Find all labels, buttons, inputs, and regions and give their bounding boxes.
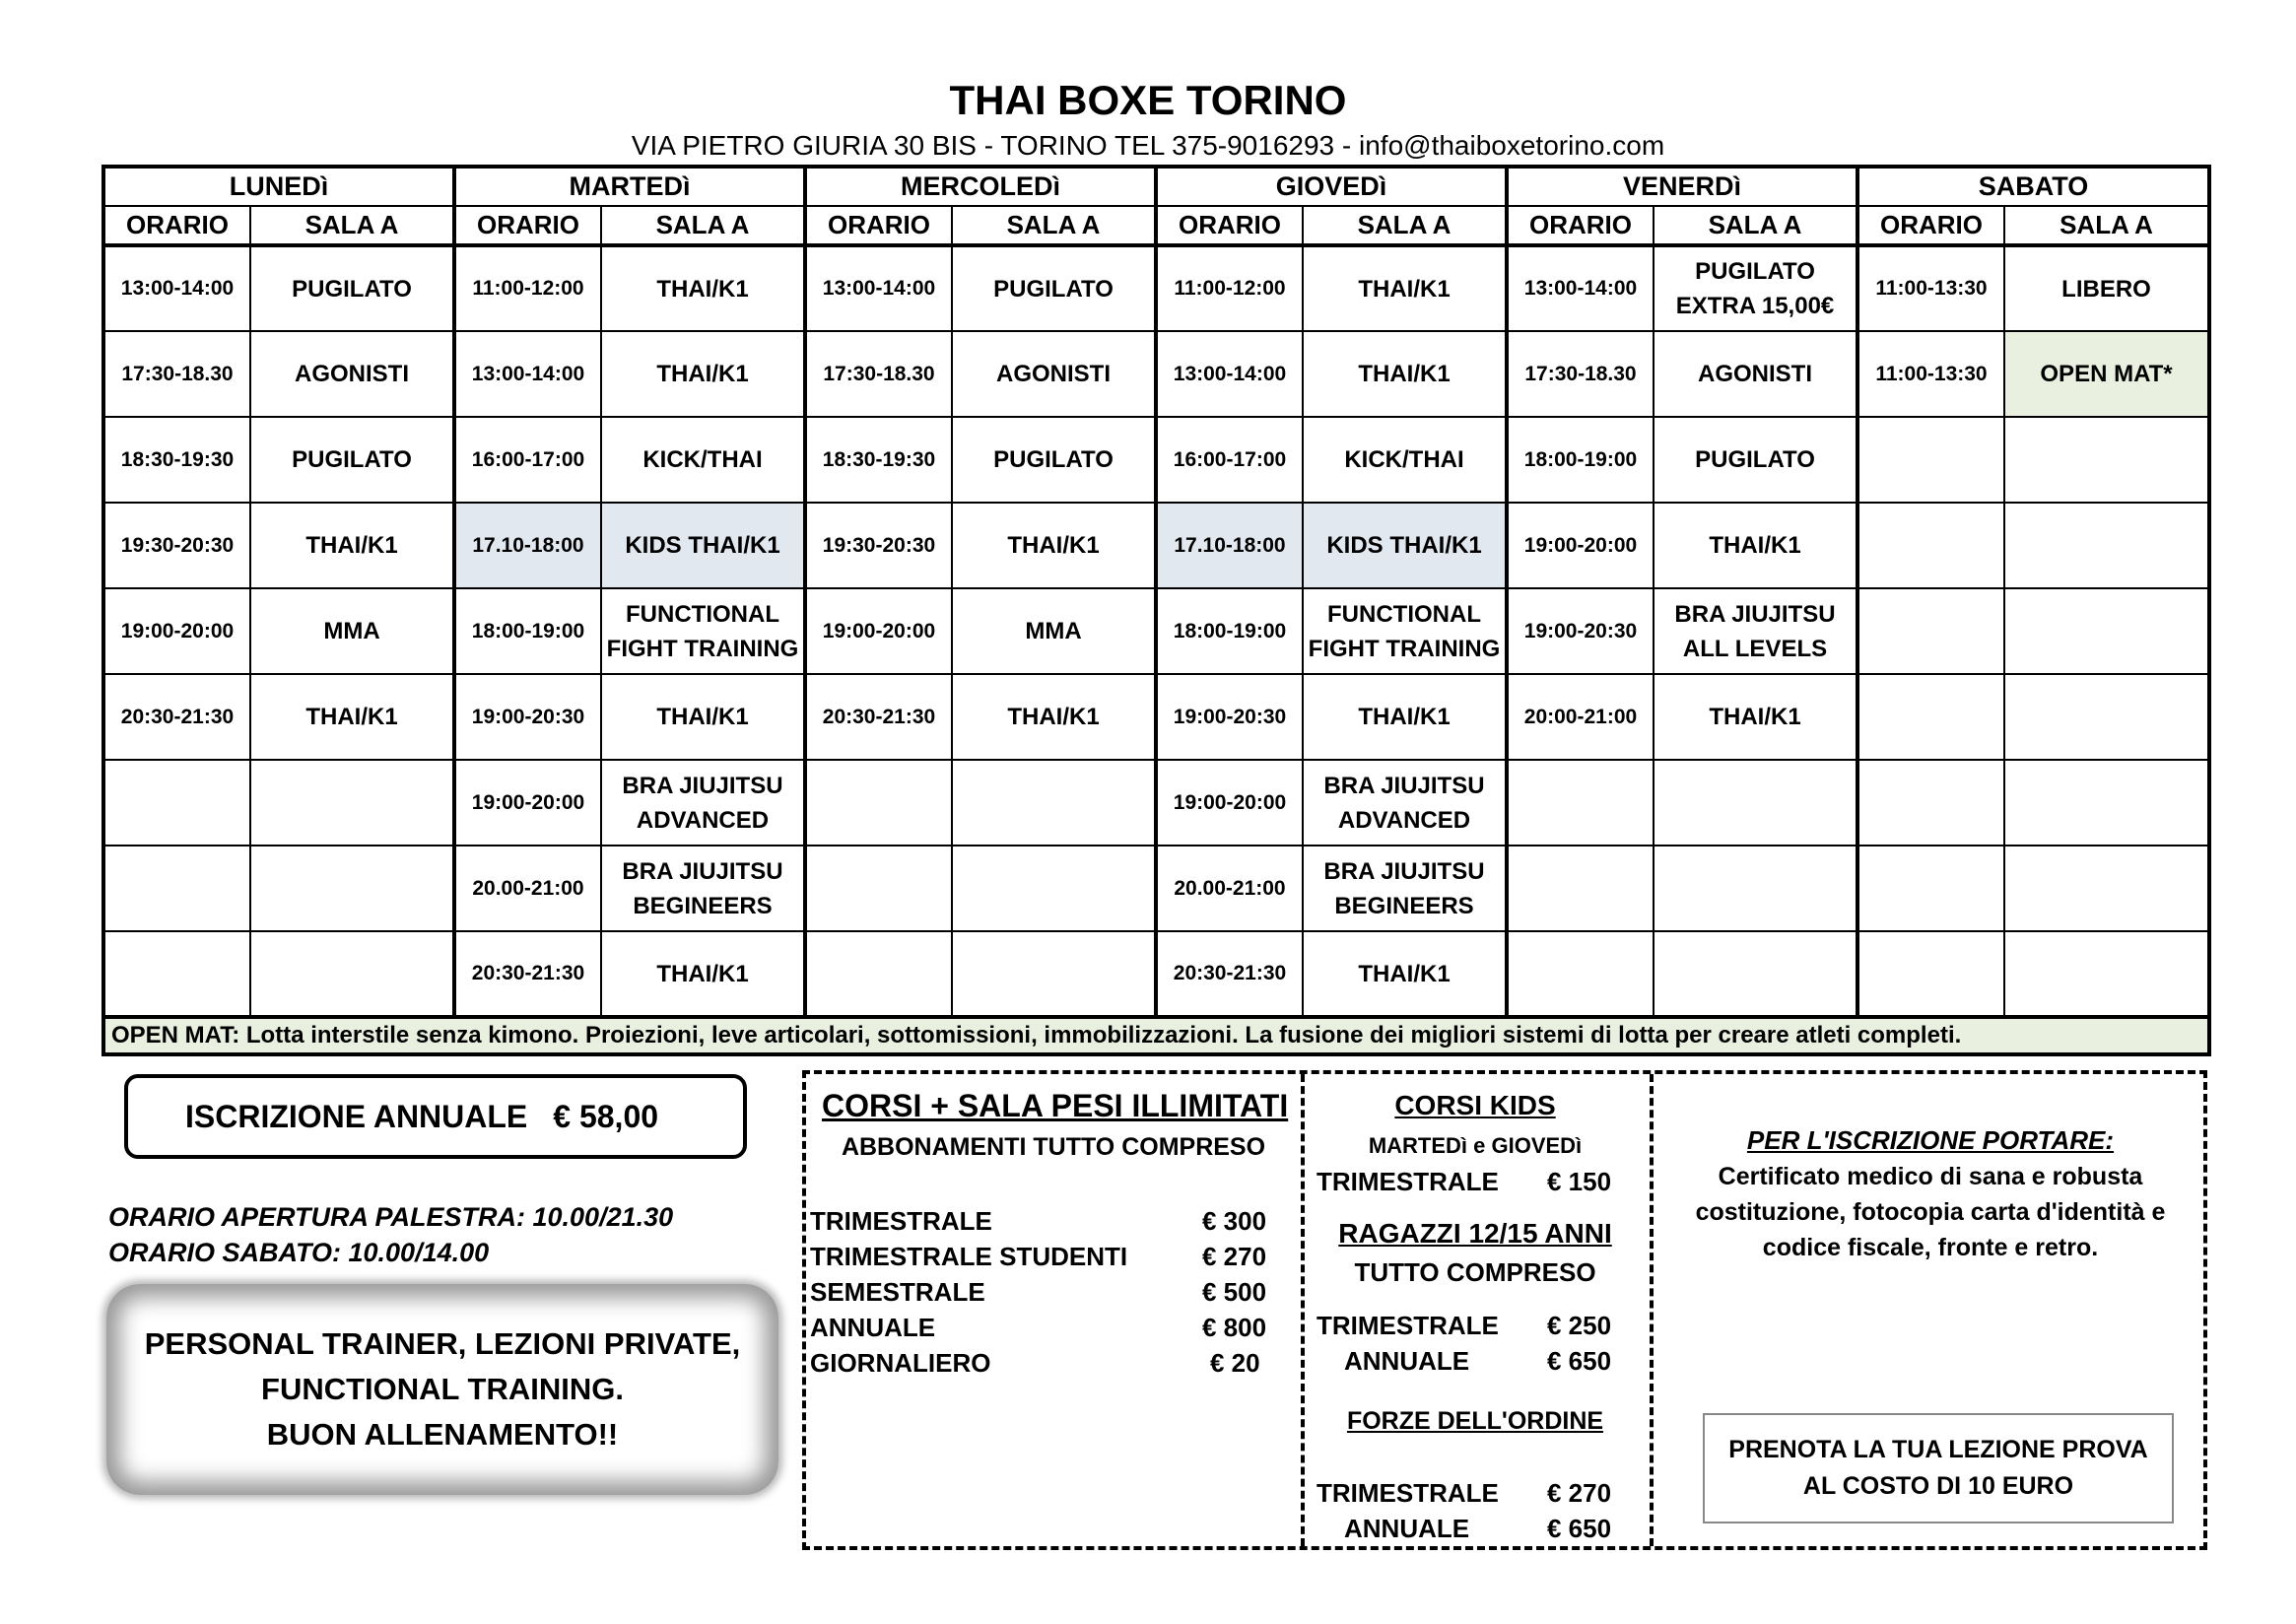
class-time: 18:00-19:00 <box>454 588 601 674</box>
forze-trimestrale-price: € 270 <box>1547 1478 1612 1508</box>
class-name: FUNCTIONAL FIGHT TRAINING <box>1303 588 1507 674</box>
class-time: 13:00-14:00 <box>103 245 250 331</box>
day-thursday: GIOVEDì <box>1156 167 1507 206</box>
class-name: KICK/THAI <box>601 417 805 503</box>
schedule-table <box>101 165 2211 1056</box>
corsi-item-label: GIORNALIERO <box>810 1348 991 1378</box>
class-time: 13:00-14:00 <box>805 245 952 331</box>
class-time <box>1857 760 2004 846</box>
day-friday: VENERDì <box>1507 167 1857 206</box>
saturday-hours: ORARIO SABATO: 10.00/14.00 <box>108 1238 490 1267</box>
class-time: 19:30-20:30 <box>805 503 952 588</box>
page-title: THAI BOXE TORINO <box>949 77 1347 123</box>
class-name <box>1654 760 1857 846</box>
iscrizione-docs-title: PER L'ISCRIZIONE PORTARE: <box>1746 1125 2115 1155</box>
class-time: 20:30-21:30 <box>805 674 952 760</box>
day-saturday: SABATO <box>1857 167 2209 206</box>
class-time: 18:00-19:00 <box>1156 588 1303 674</box>
schedule-row <box>103 931 2209 1017</box>
class-name <box>250 931 454 1017</box>
class-time <box>103 931 250 1017</box>
class-name <box>1654 931 1857 1017</box>
schedule-row <box>103 331 2209 417</box>
schedule-row <box>103 245 2209 331</box>
day-monday: LUNEDì <box>103 167 454 206</box>
class-name: KICK/THAI <box>1303 417 1507 503</box>
room-header: SALA A <box>952 206 1156 245</box>
class-time: 11:00-13:30 <box>1857 245 2004 331</box>
corsi-item-label: TRIMESTRALE <box>810 1206 992 1236</box>
class-time: 13:00-14:00 <box>1507 245 1654 331</box>
class-name: BRA JIUJITSU BEGINEERS <box>601 846 805 931</box>
class-time <box>1857 417 2004 503</box>
corsi-item-label: TRIMESTRALE STUDENTI <box>810 1242 1128 1271</box>
class-time <box>103 760 250 846</box>
gym-opening-hours: ORARIO APERTURA PALESTRA: 10.00/21.30 <box>108 1202 674 1232</box>
forze-trimestrale-label: TRIMESTRALE <box>1317 1478 1499 1508</box>
class-name <box>2004 674 2209 760</box>
class-name <box>952 760 1156 846</box>
corsi-subtitle: ABBONAMENTI TUTTO COMPRESO <box>841 1133 1266 1161</box>
class-time: 16:00-17:00 <box>1156 417 1303 503</box>
class-time: 19:00-20:30 <box>1507 588 1654 674</box>
class-time: 11:00-13:30 <box>1857 331 2004 417</box>
class-name <box>952 846 1156 931</box>
kids-days: MARTEDì e GIOVEDì <box>1368 1133 1583 1158</box>
class-name: MMA <box>250 588 454 674</box>
class-time: 17.10-18:00 <box>1156 503 1303 588</box>
class-name: THAI/K1 <box>601 331 805 417</box>
class-name <box>250 760 454 846</box>
class-name <box>2004 846 2209 931</box>
class-name: LIBERO <box>2004 245 2209 331</box>
iscrizione-docs-line: costituzione, fotocopia carta d'identità e <box>1695 1198 2166 1226</box>
class-time: 19:30-20:30 <box>103 503 250 588</box>
time-header: ORARIO <box>805 206 952 245</box>
class-name: THAI/K1 <box>1303 674 1507 760</box>
class-time <box>1857 846 2004 931</box>
class-time: 17:30-18.30 <box>103 331 250 417</box>
class-name: THAI/K1 <box>952 503 1156 588</box>
annual-registration-box <box>124 1074 747 1159</box>
personal-trainer-box <box>106 1284 778 1495</box>
class-name: PUGILATO <box>250 417 454 503</box>
forze-annuale-price: € 650 <box>1547 1514 1612 1543</box>
class-time: 19:00-20:00 <box>103 588 250 674</box>
room-header: SALA A <box>2004 206 2209 245</box>
class-time: 20.00-21:00 <box>1156 846 1303 931</box>
class-time: 11:00-12:00 <box>1156 245 1303 331</box>
forze-annuale-label: ANNUALE <box>1344 1514 1470 1543</box>
class-time: 19:00-20:00 <box>454 760 601 846</box>
class-time <box>805 846 952 931</box>
class-name <box>2004 417 2209 503</box>
class-name: PUGILATO <box>952 245 1156 331</box>
class-time: 11:00-12:00 <box>454 245 601 331</box>
class-time: 20:30-21:30 <box>454 931 601 1017</box>
class-name: THAI/K1 <box>250 503 454 588</box>
schedule-row <box>103 588 2209 674</box>
room-header: SALA A <box>1654 206 1857 245</box>
class-name: THAI/K1 <box>250 674 454 760</box>
corsi-item-price: € 800 <box>1202 1313 1267 1342</box>
class-time: 19:00-20:00 <box>1156 760 1303 846</box>
class-time <box>805 760 952 846</box>
class-time: 20:30-21:30 <box>103 674 250 760</box>
class-time <box>805 931 952 1017</box>
class-name: KIDS THAI/K1 <box>1303 503 1507 588</box>
iscrizione-docs-line: codice fiscale, fronte e retro. <box>1762 1234 2099 1261</box>
time-header: ORARIO <box>1507 206 1654 245</box>
column-header-row <box>103 206 2209 245</box>
schedule-row <box>103 674 2209 760</box>
schedule-row <box>103 760 2209 846</box>
class-name: THAI/K1 <box>601 931 805 1017</box>
class-name <box>952 931 1156 1017</box>
class-name: FUNCTIONAL FIGHT TRAINING <box>601 588 805 674</box>
class-name: PUGILATO EXTRA 15,00€ <box>1654 245 1857 331</box>
class-name: BRA JIUJITSU BEGINEERS <box>1303 846 1507 931</box>
open-mat-note: OPEN MAT: Lotta interstile senza kimono. Proiezioni, leve articolari, sottomissioni, immobilizzazioni. La fusione dei migliori sistemi di lotta per creare atleti completi. <box>103 1017 2209 1054</box>
class-time: 13:00-14:00 <box>454 331 601 417</box>
class-time: 20:30-21:30 <box>1156 931 1303 1017</box>
class-time <box>1507 931 1654 1017</box>
kids-title: CORSI KIDS <box>1394 1090 1556 1120</box>
class-time: 19:00-20:30 <box>1156 674 1303 760</box>
time-header: ORARIO <box>1156 206 1303 245</box>
class-name: THAI/K1 <box>601 245 805 331</box>
class-name: PUGILATO <box>250 245 454 331</box>
class-name: KIDS THAI/K1 <box>601 503 805 588</box>
class-name <box>2004 588 2209 674</box>
class-name: PUGILATO <box>952 417 1156 503</box>
class-time: 19:00-20:30 <box>454 674 601 760</box>
personal-trainer-line: FUNCTIONAL TRAINING. <box>261 1372 624 1406</box>
class-name: AGONISTI <box>250 331 454 417</box>
corsi-item-label: ANNUALE <box>810 1313 936 1342</box>
class-time <box>1857 503 2004 588</box>
corsi-item-label: SEMESTRALE <box>810 1277 985 1307</box>
class-time <box>1507 760 1654 846</box>
class-name <box>2004 760 2209 846</box>
corsi-title: CORSI + SALA PESI ILLIMITATI <box>822 1088 1289 1123</box>
room-header: SALA A <box>1303 206 1507 245</box>
class-name: THAI/K1 <box>1303 931 1507 1017</box>
open-mat-note-row <box>103 1017 2209 1054</box>
class-name: BRA JIUJITSU ADVANCED <box>601 760 805 846</box>
class-name: PUGILATO <box>1654 417 1857 503</box>
class-time: 19:00-20:00 <box>1507 503 1654 588</box>
class-time: 20.00-21:00 <box>454 846 601 931</box>
class-name: THAI/K1 <box>1654 503 1857 588</box>
class-name <box>2004 503 2209 588</box>
class-name: AGONISTI <box>952 331 1156 417</box>
class-time: 18:30-19:30 <box>103 417 250 503</box>
class-time <box>1857 674 2004 760</box>
time-header: ORARIO <box>1857 206 2004 245</box>
class-name: THAI/K1 <box>1303 331 1507 417</box>
iscrizione-docs-line: Certificato medico di sana e robusta <box>1718 1163 2143 1190</box>
schedule-row <box>103 417 2209 503</box>
gym-address: VIA PIETRO GIURIA 30 BIS - TORINO TEL 375-9016293 - info@thaiboxetorino.com <box>631 130 1665 161</box>
forze-title: FORZE DELL'ORDINE <box>1346 1407 1604 1435</box>
class-time: 17.10-18:00 <box>454 503 601 588</box>
trial-lesson-box <box>1703 1413 2174 1523</box>
day-wednesday: MERCOLEDì <box>805 167 1156 206</box>
corsi-item-price: € 270 <box>1202 1242 1267 1271</box>
class-name: MMA <box>952 588 1156 674</box>
ragazzi-title: RAGAZZI 12/15 ANNI <box>1338 1218 1612 1249</box>
annual-registration-price: € 58,00 <box>553 1098 659 1134</box>
class-time: 20:00-21:00 <box>1507 674 1654 760</box>
day-header-row <box>103 167 2209 206</box>
schedule-row <box>103 846 2209 931</box>
class-name: THAI/K1 <box>952 674 1156 760</box>
class-name: AGONISTI <box>1654 331 1857 417</box>
ragazzi-annuale-price: € 650 <box>1547 1346 1612 1376</box>
class-time: 13:00-14:00 <box>1156 331 1303 417</box>
class-name <box>1654 846 1857 931</box>
trial-lesson-line: PRENOTA LA TUA LEZIONE PROVA <box>1728 1436 2148 1463</box>
time-header: ORARIO <box>103 206 250 245</box>
trial-lesson-line: AL COSTO DI 10 EURO <box>1802 1472 2074 1500</box>
annual-registration-label: ISCRIZIONE ANNUALE <box>185 1098 528 1134</box>
day-tuesday: MARTEDì <box>454 167 805 206</box>
ragazzi-trimestrale-label: TRIMESTRALE <box>1317 1311 1499 1340</box>
room-header: SALA A <box>250 206 454 245</box>
class-name: OPEN MAT* <box>2004 331 2209 417</box>
class-name <box>250 846 454 931</box>
schedule-row <box>103 503 2209 588</box>
room-header: SALA A <box>601 206 805 245</box>
class-time: 18:30-19:30 <box>805 417 952 503</box>
class-time: 19:00-20:00 <box>805 588 952 674</box>
kids-trimestrale-price: € 150 <box>1547 1167 1612 1196</box>
personal-trainer-line: PERSONAL TRAINER, LEZIONI PRIVATE, <box>144 1326 741 1361</box>
class-name: THAI/K1 <box>1303 245 1507 331</box>
class-name: BRA JIUJITSU ADVANCED <box>1303 760 1507 846</box>
ragazzi-annuale-label: ANNUALE <box>1344 1346 1470 1376</box>
corsi-item-price: € 500 <box>1202 1277 1267 1307</box>
class-name: THAI/K1 <box>601 674 805 760</box>
time-header: ORARIO <box>454 206 601 245</box>
kids-trimestrale-label: TRIMESTRALE <box>1317 1167 1499 1196</box>
class-time <box>1507 846 1654 931</box>
class-name <box>2004 931 2209 1017</box>
corsi-item-price: € 20 <box>1210 1348 1260 1378</box>
class-time: 17:30-18.30 <box>805 331 952 417</box>
personal-trainer-line: BUON ALLENAMENTO!! <box>266 1417 619 1452</box>
class-time: 16:00-17:00 <box>454 417 601 503</box>
ragazzi-trimestrale-price: € 250 <box>1547 1311 1612 1340</box>
class-name: THAI/K1 <box>1654 674 1857 760</box>
class-time: 18:00-19:00 <box>1507 417 1654 503</box>
class-time <box>103 846 250 931</box>
class-time <box>1857 588 2004 674</box>
ragazzi-subtitle: TUTTO COMPRESO <box>1354 1257 1596 1287</box>
class-time: 17:30-18.30 <box>1507 331 1654 417</box>
class-time <box>1857 931 2004 1017</box>
class-name: BRA JIUJITSU ALL LEVELS <box>1654 588 1857 674</box>
corsi-item-price: € 300 <box>1202 1206 1267 1236</box>
